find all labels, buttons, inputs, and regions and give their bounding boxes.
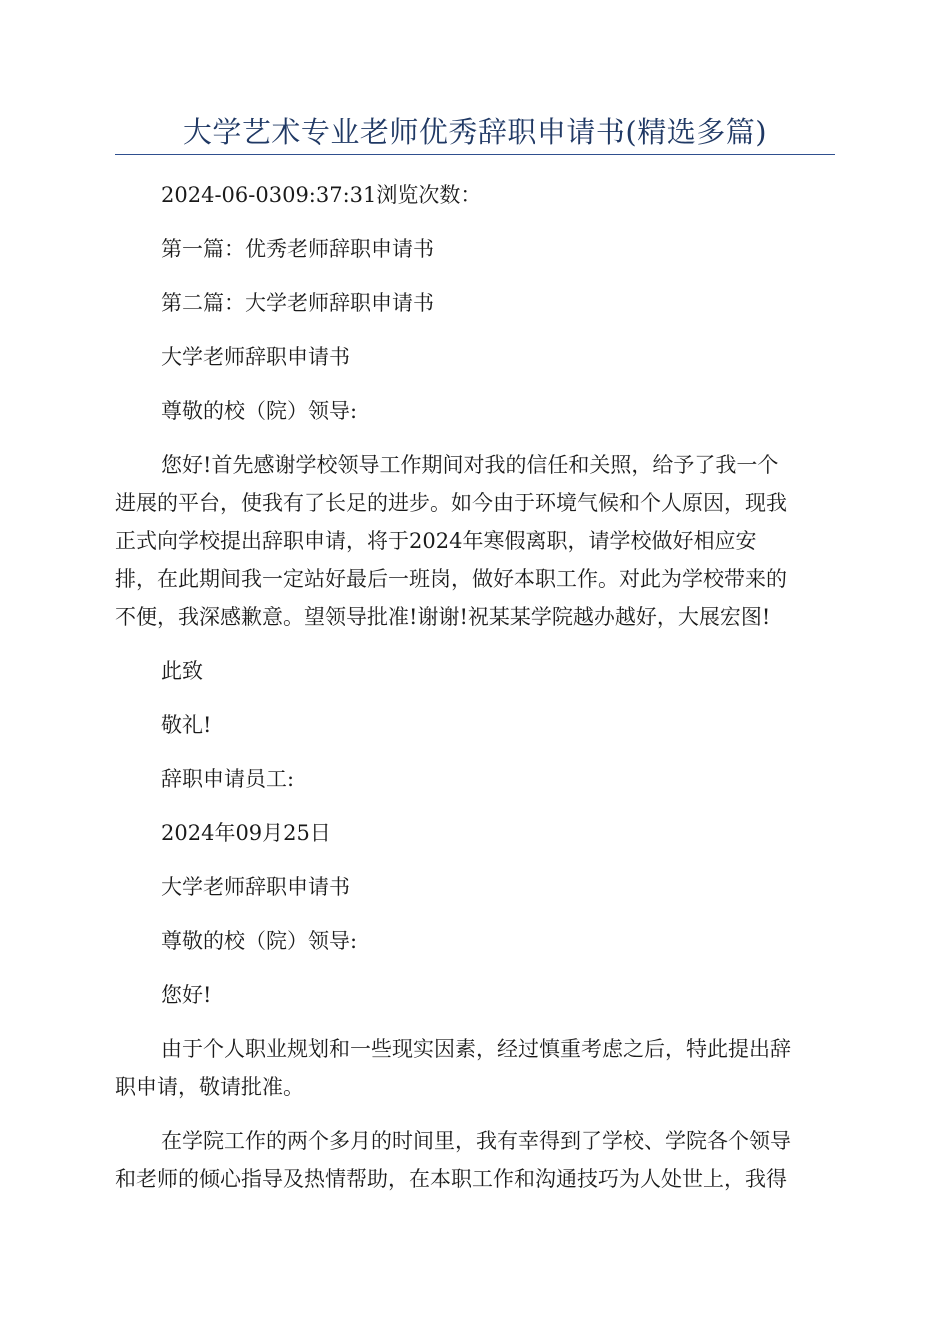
letter1-body-line: 进展的平台，使我有了长足的进步。如今由于环境气候和个人原因，现我 — [115, 491, 787, 515]
letter2-para1-line: 由于个人职业规划和一些现实因素，经过慎重考虑之后，特此提出辞 — [161, 1037, 791, 1061]
letter2-para2-line: 和老师的倾心指导及热情帮助，在本职工作和沟通技巧为人处世上，我得 — [115, 1167, 787, 1191]
letter1-closing-1: 此致 — [161, 659, 203, 683]
letter2-heading: 大学老师辞职申请书 — [161, 875, 350, 899]
letter2-paragraph-2 — [115, 1122, 835, 1198]
letter1-body-line: 排，在此期间我一定站好最后一班岗，做好本职工作。对此为学校带来的 — [115, 567, 787, 591]
letter1-date: 2024年09月25日 — [161, 821, 331, 845]
toc-item-2: 第二篇：大学老师辞职申请书 — [161, 291, 434, 315]
letter1-body — [115, 446, 835, 636]
toc-item-1: 第一篇：优秀老师辞职申请书 — [161, 237, 434, 261]
letter2-para2-line: 在学院工作的两个多月的时间里，我有幸得到了学校、学院各个领导 — [161, 1129, 791, 1153]
letter1-signature: 辞职申请员工: — [161, 767, 295, 791]
document-title: 大学艺术专业老师优秀辞职申请书(精选多篇) — [182, 115, 768, 149]
publish-meta: 2024-06-0309:37:31浏览次数： — [161, 183, 482, 207]
letter2-greeting: 您好! — [161, 983, 212, 1007]
letter2-salutation: 尊敬的校（院）领导: — [161, 929, 358, 953]
letter1-heading: 大学老师辞职申请书 — [161, 345, 350, 369]
letter1-body-line: 您好!首先感谢学校领导工作期间对我的信任和关照，给予了我一个 — [161, 453, 779, 477]
letter2-para1-line: 职申请，敬请批准。 — [115, 1075, 304, 1099]
letter2-paragraph-1 — [115, 1030, 835, 1106]
letter1-body-line: 不便，我深感歉意。望领导批准!谢谢!祝某某学院越办越好，大展宏图! — [115, 605, 771, 629]
title-underline — [115, 154, 835, 155]
letter1-salutation: 尊敬的校（院）领导: — [161, 399, 358, 423]
letter1-closing-2: 敬礼! — [161, 713, 212, 737]
letter1-body-line: 正式向学校提出辞职申请，将于2024年寒假离职，请学校做好相应安 — [115, 529, 757, 553]
